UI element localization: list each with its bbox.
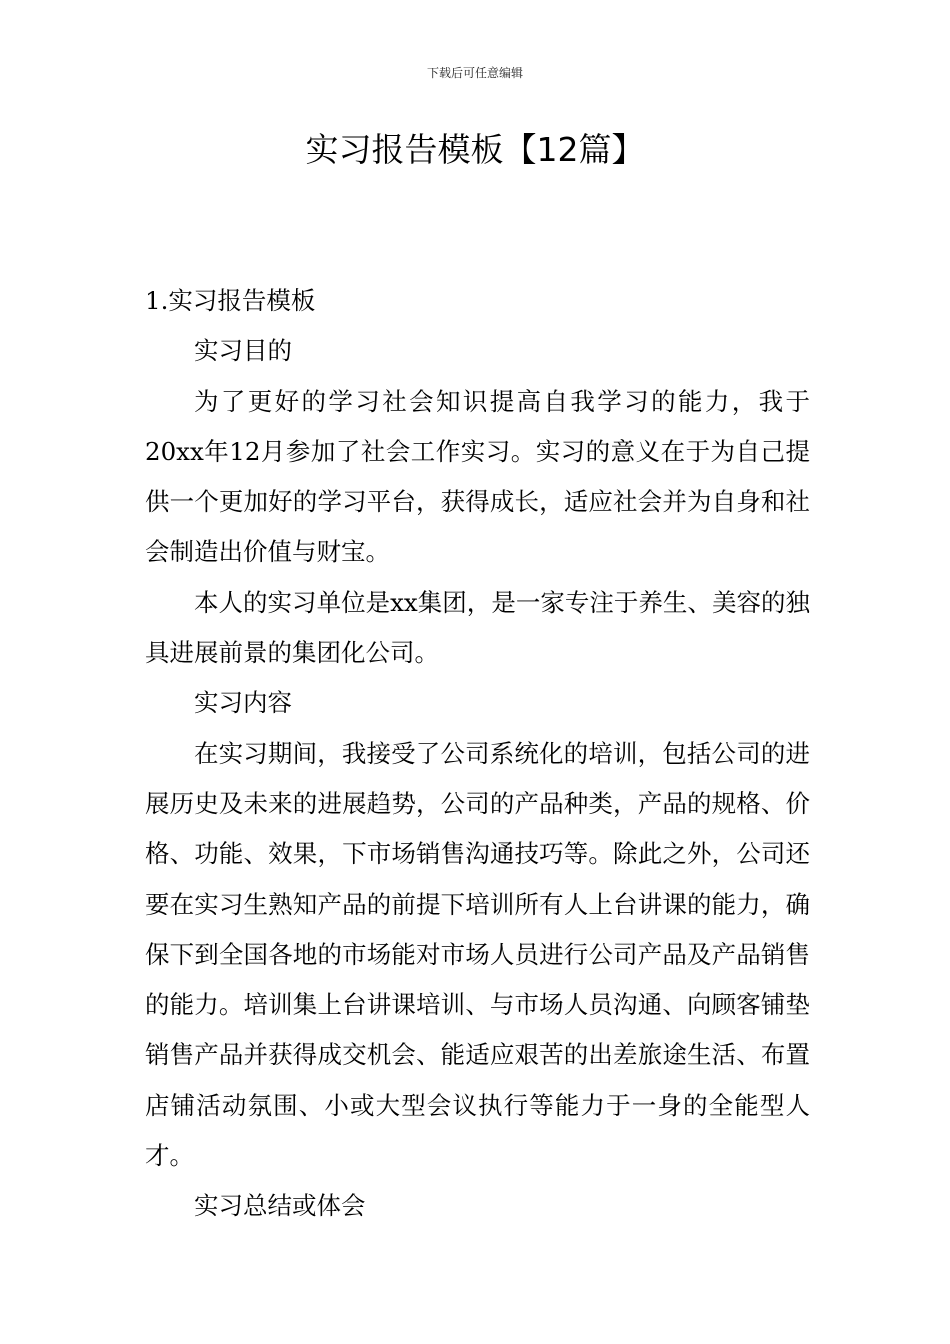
document-body <box>145 276 810 1232</box>
subheading-purpose: 实习目的 <box>194 336 292 366</box>
paragraph-content: 在实习期间，我接受了公司系统化的培训，包括公司的进展历史及未来的进展趋势，公司的产品种类，产品的规格、价格、功能、效果，下市场销售沟通技巧等。除此之外，公司还要在实习生熟知产品的前提下培训所有人上台讲课的能力，确保下到全国各地的市场能对市场人员进行公司产品及产品销售的能力。培训集上台讲课培训、与市场人员沟通、向顾客铺垫销售产品并获得成交机会、能适应艰苦的出差旅途生活、布置店铺活动氛围、小或大型会议执行等能力于一身的全能型人才。 <box>145 738 810 1171</box>
subheading-content: 实习内容 <box>194 688 292 718</box>
document-title: 实习报告模板【12篇】 <box>305 130 645 169</box>
paragraph-company: 本人的实习单位是xx集团，是一家专注于养生、美容的独具进展前景的集团化公司。 <box>145 587 810 668</box>
header-note: 下载后可任意编辑 <box>426 66 523 80</box>
subheading-summary: 实习总结或体会 <box>194 1191 366 1221</box>
paragraph-purpose: 为了更好的学习社会知识提高自我学习的能力，我于20xx年12月参加了社会工作实习。实习的意义在于为自己提供一个更加好的学习平台，获得成长，适应社会并为自身和社会制造出价值与财宝。 <box>145 386 810 567</box>
section-heading: 1.实习报告模板 <box>145 286 316 315</box>
